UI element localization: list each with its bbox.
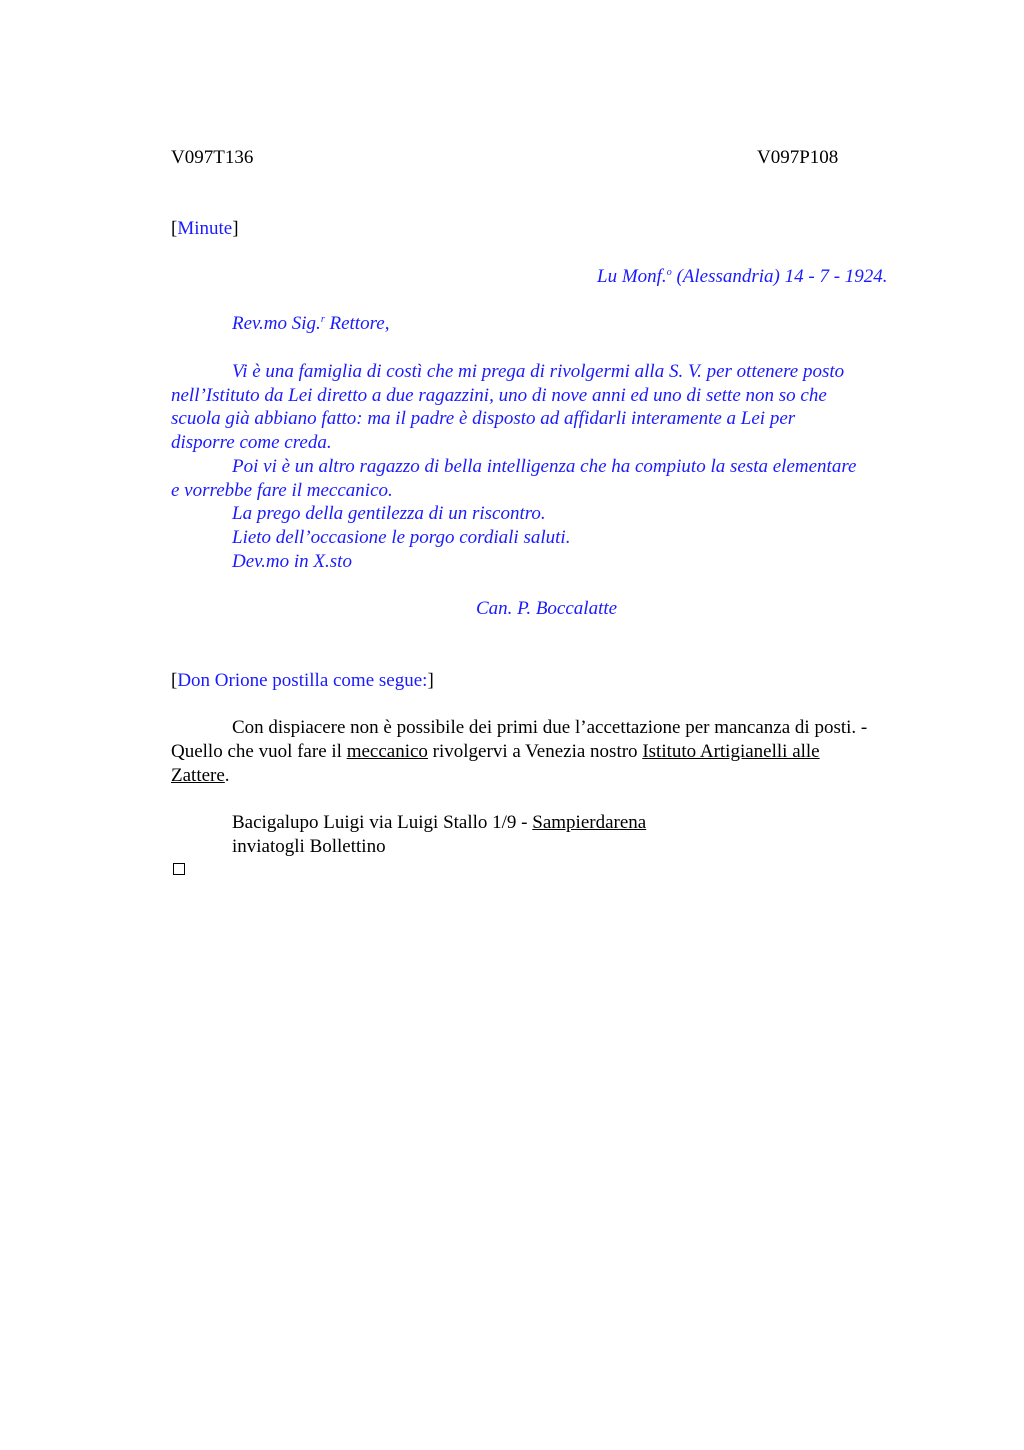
address-text: Bacigalupo Luigi via Luigi Stallo 1/9 - [232,812,533,833]
bracket-close: ] [427,670,434,691]
note-bulletin: inviatogli Bollettino [232,836,386,857]
letter-place-date [597,265,888,289]
note-line-3 [171,764,230,788]
letter-paragraph-4: Lieto dell’occasione le porgo cordiali saluti. [232,527,571,548]
note-text-2: rivolgervi a Venezia nostro [427,741,643,762]
note-period: . [224,765,230,786]
salutation-text: Rev.mo Sig. [232,313,321,334]
place-date-text-2: (Alessandria) 14 - 7 - 1924. [671,266,888,287]
note-underlined-meccanico: meccanico [346,741,428,762]
bracket-open: [ [171,218,178,239]
end-square-icon [173,863,185,875]
minute-heading [171,217,239,241]
note-address [232,811,646,835]
letter-signature: Can. P. Boccalatte [476,598,618,619]
letter-paragraph-2-line-2: e vorrebbe fare il meccanico. [171,480,393,501]
address-underlined-city: Sampierdarena [532,812,647,833]
letter-paragraph-1-line-4: disporre come creda. [171,432,332,453]
document-code-right: V097P108 [757,147,839,168]
salutation-superscript: r [320,314,325,325]
letter-paragraph-1-line-3: scuola già abbiano fatto: ma il padre è disposto ad affidarli interamente a Lei per [171,408,796,429]
place-date-superscript: o [666,267,672,278]
place-date-text: Lu Monf. [597,266,667,287]
letter-paragraph-1-line-1: Vi è una famiglia di costì che mi prega di rivolgermi alla S. V. per ottenere posto [232,361,845,382]
note-underlined-istituto: Istituto Artigianelli alle [642,741,820,762]
postil-heading-label: Don Orione postilla come segue: [177,670,428,691]
letter-closing: Dev.mo in X.sto [232,551,352,572]
document-code-left: V097T136 [171,147,254,168]
salutation-text-2: Rettore, [324,313,390,334]
letter-salutation [232,312,389,336]
bracket-close: ] [232,218,239,239]
note-text: Quello che vuol fare il [171,741,347,762]
letter-paragraph-3: La prego della gentilezza di un riscontro. [232,503,546,524]
bracket-open: [ [171,670,178,691]
letter-paragraph-2-line-1: Poi vi è un altro ragazzo di bella intelligenza che ha compiuto la sesta elementare [232,456,857,477]
letter-paragraph-1-line-2: nell’Istituto da Lei diretto a due ragazzini, uno di nove anni ed uno di sette non so che [171,385,827,406]
note-underlined-zattere: Zattere [171,765,225,786]
note-line-1: Con dispiacere non è possibile dei primi due l’accettazione per mancanza di posti. - [232,717,868,738]
postil-heading [171,669,434,693]
note-line-2 [171,740,820,764]
minute-label: Minute [177,218,233,239]
